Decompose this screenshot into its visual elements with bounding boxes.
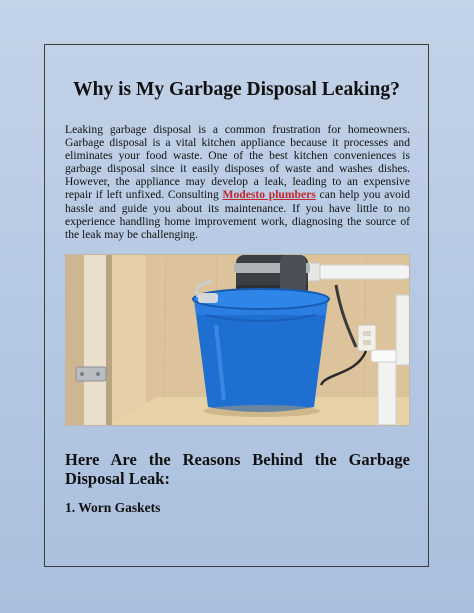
reason-1-heading: 1. Worn Gaskets: [65, 500, 161, 515]
garbage-disposal-photo: [65, 254, 410, 426]
page-frame: [44, 44, 429, 567]
modesto-plumbers-link[interactable]: Modesto plumbers: [222, 188, 316, 202]
intro-paragraph: [65, 123, 410, 241]
intro-text-before-link: Leaking garbage disposal is a common frustration for homeowners. Garbage disposal is a vital kitchen appliance because it processes and eliminates your food waste. One of the best kitchen conveniences is garbage disposal since it easily disposes of waste and washes dishes. However, the appliance may develop a leak, leading to an expensive repair if left unfixed. Consulting: [65, 123, 410, 202]
intro-text-after-link: can help you avoid hassle and guide you about its maintenance. If you have little to no experience handling home improvement work, diagnosing the source of the leak may be challenging.: [65, 188, 410, 241]
page-title: Why is My Garbage Disposal Leaking?: [73, 79, 400, 100]
reasons-heading: Here Are the Reasons Behind the Garbage Disposal Leak:: [65, 450, 410, 488]
